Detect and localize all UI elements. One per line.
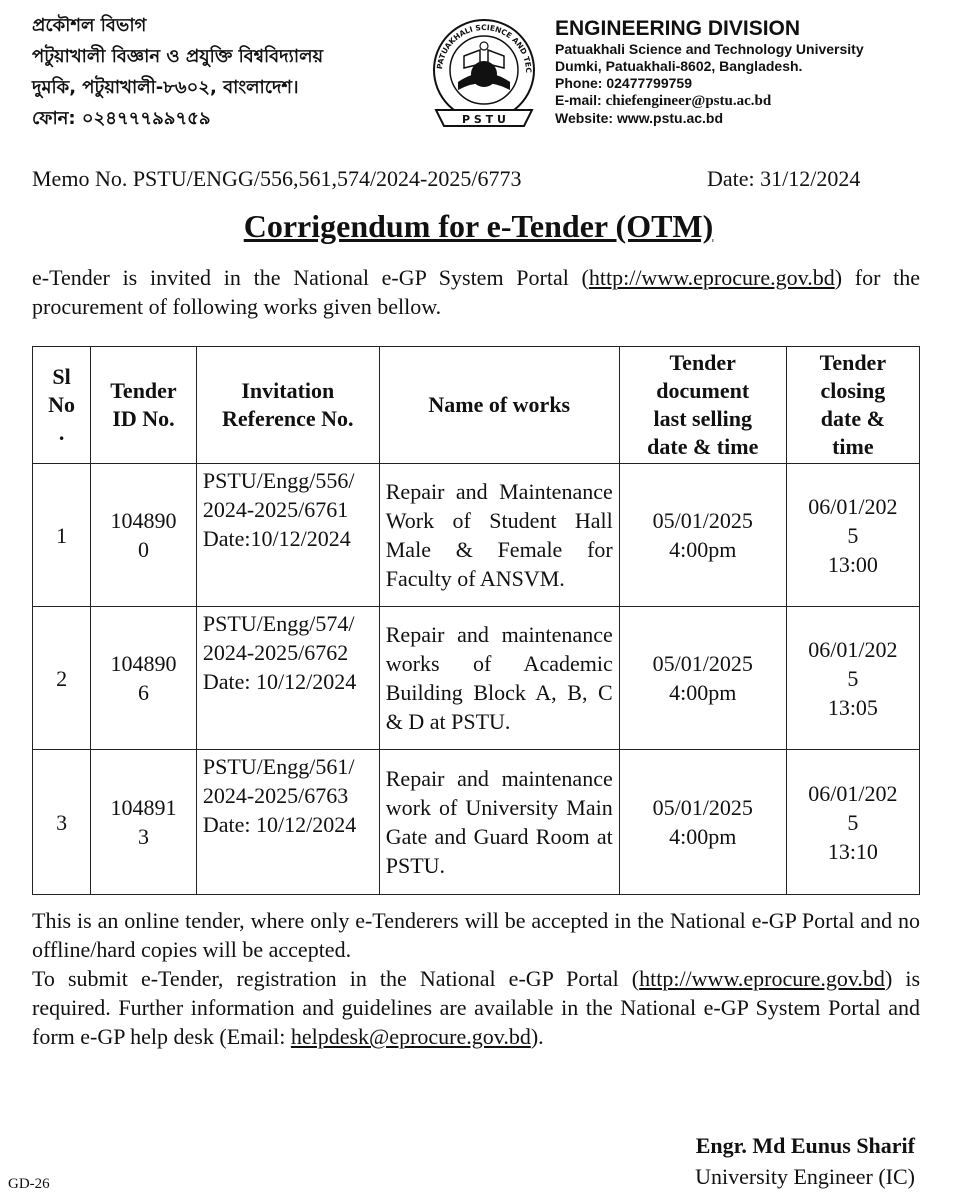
university-phone: Phone: 02477799759 (555, 75, 692, 91)
eprocure-link-footer[interactable]: http://www.eprocure.gov.bd (639, 966, 885, 991)
division-title: ENGINEERING DIVISION (555, 17, 801, 40)
cell-selling-date: 05/01/2025 4:00pm (619, 464, 786, 607)
university-address: Dumki, Patuakhali-8602, Bangladesh. (555, 58, 803, 74)
header-bengali (32, 10, 323, 134)
header-closing-date: Tender closing date & time (786, 347, 919, 464)
logo-ring-text: PATUAKHALI SCIENCE AND TEC (435, 22, 534, 74)
intro-paragraph: e-Tender is invited in the National e-GP System Portal (http://www.eprocure.gov.bd) for the procurement of following works given bellow. (32, 265, 920, 319)
cell-works: Repair and maintenance work of University Main Gate and Guard Room at PSTU. (379, 750, 619, 895)
cell-closing-date: 06/01/202 5 13:10 (786, 750, 919, 895)
header-english (555, 16, 864, 127)
online-tender-note: This is an online tender, where only e-Tenderers will be accepted in the National e-GP Portal and no offline/hard copies will be accepted. (32, 908, 920, 962)
cell-closing-date: 06/01/202 5 13:05 (786, 607, 919, 750)
helpdesk-email-link[interactable]: helpdesk@eprocure.gov.bd (290, 1024, 531, 1049)
bn-phone: ফোন: ০২৪৭৭৭৯৯৭৫৯ (32, 108, 211, 129)
signatory-name: Engr. Md Eunus Sharif (695, 1133, 915, 1158)
bn-division: প্রকৌশল বিভাগ (32, 15, 147, 36)
cell-reference: PSTU/Engg/574/ 2024-2025/6762 Date: 10/12/2024 (196, 607, 379, 750)
cell-reference: PSTU/Engg/561/ 2024-2025/6763 Date: 10/12/2024 (196, 750, 379, 895)
table-row (33, 464, 920, 607)
table-row (33, 750, 920, 895)
email-address[interactable]: chiefengineer@pstu.ac.bd (605, 93, 772, 109)
cell-tender-id: 104891 3 (91, 750, 197, 895)
memo-number: Memo No. PSTU/ENGG/556,561,574/2024-2025/6773 (32, 166, 522, 191)
logo-banner-text: P S T U (462, 113, 506, 126)
document-code: GD-26 (8, 1176, 50, 1192)
footer-notes (32, 906, 920, 1051)
cell-selling-date: 05/01/2025 4:00pm (619, 750, 786, 895)
memo-date: Date: 31/12/2024 (707, 166, 861, 191)
university-website[interactable]: Website: www.pstu.ac.bd (555, 110, 724, 126)
header-sl: Sl No . (33, 347, 91, 464)
cell-sl: 2 (33, 607, 91, 750)
cell-works: Repair and Maintenance Work of Student Hall Male & Female for Faculty of ANSVM. (379, 464, 619, 607)
cell-tender-id: 104890 6 (91, 607, 197, 750)
cell-closing-date: 06/01/202 5 13:00 (786, 464, 919, 607)
table-header-row (33, 347, 920, 464)
cell-tender-id: 104890 0 (91, 464, 197, 607)
header-tender-id: Tender ID No. (91, 347, 197, 464)
registration-note: To submit e-Tender, registration in the National e-GP Portal (http://www.eprocure.gov.bd) is required. Further information and guidelines are available in the National e-GP System Portal and form e-GP help desk (Email: helpdesk@eprocure.gov.bd). (32, 966, 921, 1049)
university-logo (428, 12, 540, 136)
header-selling-date: Tender document last selling date & time (619, 347, 786, 464)
cell-sl: 3 (33, 750, 91, 895)
header-works: Name of works (379, 347, 619, 464)
bn-university: পটুয়াখালী বিজ্ঞান ও প্রযুক্তি বিশ্ববিদ্যালয় (32, 46, 324, 67)
tender-table (32, 346, 920, 895)
cell-works: Repair and maintenance works of Academic Building Block A, B, C & D at PSTU. (379, 607, 619, 750)
bn-address: দুমকি, পটুয়াখালী-৮৬০২, বাংলাদেশ। (32, 77, 299, 98)
cell-reference: PSTU/Engg/556/ 2024-2025/6761 Date:10/12/2024 (196, 464, 379, 607)
cell-sl: 1 (33, 464, 91, 607)
cell-selling-date: 05/01/2025 4:00pm (619, 607, 786, 750)
signature-block (695, 1130, 915, 1192)
page-title: Corrigendum for e-Tender (OTM) (243, 208, 714, 244)
university-email: E-mail: chiefengineer@pstu.ac.bd (555, 92, 772, 109)
header-reference: Invitation Reference No. (196, 347, 379, 464)
university-name: Patuakhali Science and Technology University (555, 41, 864, 57)
signatory-designation: University Engineer (IC) (695, 1164, 915, 1189)
eprocure-link[interactable]: http://www.eprocure.gov.bd (588, 265, 835, 290)
table-row (33, 607, 920, 750)
